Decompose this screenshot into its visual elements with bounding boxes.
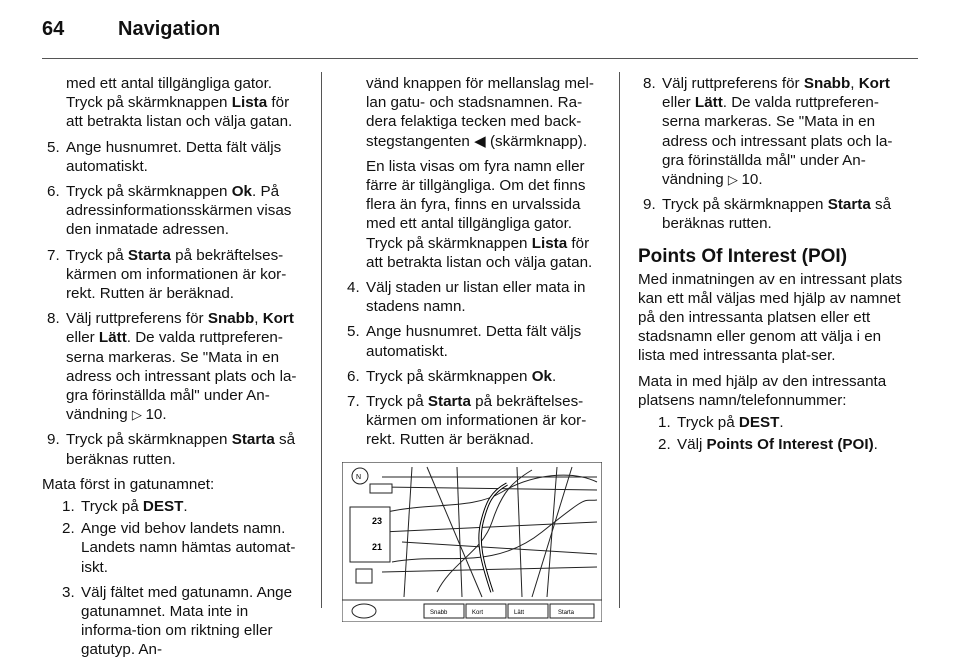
snabb-button-ref: Snabb <box>803 75 851 92</box>
continued-text: vänd knappen för mellanslag mel-lan gatu- och stadsnamnen. Ra-dera felaktiga tecken med back-stegstangenten ◀ (skärmknapp). <box>366 75 594 150</box>
starta-screen-label: Starta <box>558 609 575 616</box>
list-item: 8. Välj ruttpreferens för Snabb, Kort eller Lätt. De valda ruttpreferen-serna markeras. Se "Mata in en adress och intressant plats och la-gra förinställda mål" under An-vändning ▷ 10. <box>643 75 893 189</box>
dest-button-ref: DEST <box>738 414 780 432</box>
header-rule <box>42 58 918 59</box>
poi-description: Med inmatningen av en intressant plats kan ett mål väljas med hjälp av namnet på den intressanta platsen eller ett stadsnamn eller genom att välja i en lista med intressanta plat-ser. <box>638 270 903 365</box>
list-item: 3. Välj fältet med gatunamn. Ange gatunamnet. Mata inte in informa-tion om riktning eller gatutyp. An- <box>62 583 293 659</box>
dest-button-ref: DEST <box>142 498 184 516</box>
page-number: 64 <box>42 18 65 40</box>
poi-instruction: Mata in med hjälp av den intressanta platsens namn/telefonnummer: <box>638 372 887 409</box>
page-reference-icon[interactable]: ▷ <box>727 172 742 188</box>
page-reference[interactable]: 10. <box>145 406 167 424</box>
list-item: 8. Välj ruttpreferens för Snabb, Kort eller Lätt. De valda ruttpreferen-serna markeras. Se "Mata in en adress och intressant plats och la-gra förinställda mål" under An-vändning ▷ 10. <box>47 310 297 424</box>
poi-button-ref: Points Of Interest (POI) <box>706 436 874 454</box>
latt-button-ref: Lätt <box>694 94 723 112</box>
route-map-illustration <box>342 462 602 622</box>
column-2 <box>342 74 604 622</box>
latt-screen-label: Lätt <box>514 609 525 616</box>
starta-button-ref: Starta <box>231 431 275 449</box>
lista-button-ref: Lista <box>531 234 568 252</box>
continued-text: med ett antal tillgängliga gator. Tryck på skärmknappen Lista för att betrakta listan och välja gatan. <box>66 75 293 131</box>
page-header <box>42 18 220 48</box>
column-1 <box>42 74 305 666</box>
snabb-button-ref: Snabb <box>207 310 255 328</box>
lista-button-ref: Lista <box>231 94 268 112</box>
list-item: 2. Ange vid behov landets namn. Landets namn hämtas automat-iskt. <box>62 520 296 576</box>
kort-screen-label: Kort <box>472 609 484 616</box>
list-item: 7. Tryck på Starta på bekräftelses-kärmen om informationen är kor-rekt. Rutten är beräknad. <box>47 246 287 303</box>
list-item: 9. Tryck på skärmknappen Starta så beräknas rutten. <box>643 196 892 233</box>
list-item: 5. Ange husnumret. Detta fält väljs automatiskt. <box>347 323 582 360</box>
kort-button-ref: Kort <box>858 75 890 92</box>
snabb-screen-label: Snabb <box>430 609 448 616</box>
menu-icon <box>352 604 376 618</box>
address-steps-list <box>42 138 305 469</box>
starta-button-ref: Starta <box>127 246 171 264</box>
column-divider-2 <box>619 72 620 608</box>
ok-button-ref: Ok <box>231 183 252 201</box>
address-steps-list <box>342 278 604 450</box>
street-intro: Mata först in gatunamnet: <box>42 475 215 493</box>
page-reference-icon[interactable]: ▷ <box>131 407 146 423</box>
list-item: 1. Tryck på DEST. <box>62 498 188 516</box>
column-3 <box>638 74 906 460</box>
list-item: 1. Tryck på DEST. <box>658 414 784 432</box>
column-divider-1 <box>321 72 322 608</box>
starta-button-ref: Starta <box>427 393 471 411</box>
page-title: Navigation <box>118 18 221 40</box>
list-item: 6. Tryck på skärmknappen Ok. <box>347 367 557 385</box>
exit-sign-1: 23 <box>372 515 383 526</box>
svg-text:N: N <box>356 473 362 481</box>
ok-button-ref: Ok <box>531 367 552 385</box>
exit-sign-2: 21 <box>372 541 383 552</box>
list-item: 4. Välj staden ur listan eller mata in stadens namn. <box>347 279 586 316</box>
list-info-text: En lista visas om fyra namn eller färre är tillgängliga. Om det finns flera än fyra, finns en urvalssida med ett antal tillgängliga gator. Tryck på skärmknappen Lista för att betrakta listan och välja gatan. <box>366 157 593 271</box>
navigation-screen-illustration <box>342 462 602 622</box>
kort-button-ref: Kort <box>262 310 294 328</box>
list-item: 6. Tryck på skärmknappen Ok. På adressinformationsskärmen visas den inmatade adressen. <box>47 183 292 239</box>
street-steps-list <box>42 497 305 660</box>
starta-button-ref: Starta <box>827 196 871 214</box>
page-reference[interactable]: 10. <box>741 171 763 189</box>
section-heading: Points Of Interest (POI) <box>638 245 848 267</box>
poi-steps-list <box>638 413 906 454</box>
route-steps-list <box>638 74 906 234</box>
list-item: 9. Tryck på skärmknappen Starta så beräknas rutten. <box>47 431 296 468</box>
backspace-arrow-icon: ◀ <box>474 132 486 150</box>
latt-button-ref: Lätt <box>98 329 127 347</box>
list-item: 2. Välj Points Of Interest (POI). <box>658 436 878 454</box>
list-item: 7. Tryck på Starta på bekräftelses-kärmen om informationen är kor-rekt. Rutten är beräknad. <box>347 393 587 449</box>
list-item: 5. Ange husnumret. Detta fält väljs automatiskt. <box>47 138 282 175</box>
